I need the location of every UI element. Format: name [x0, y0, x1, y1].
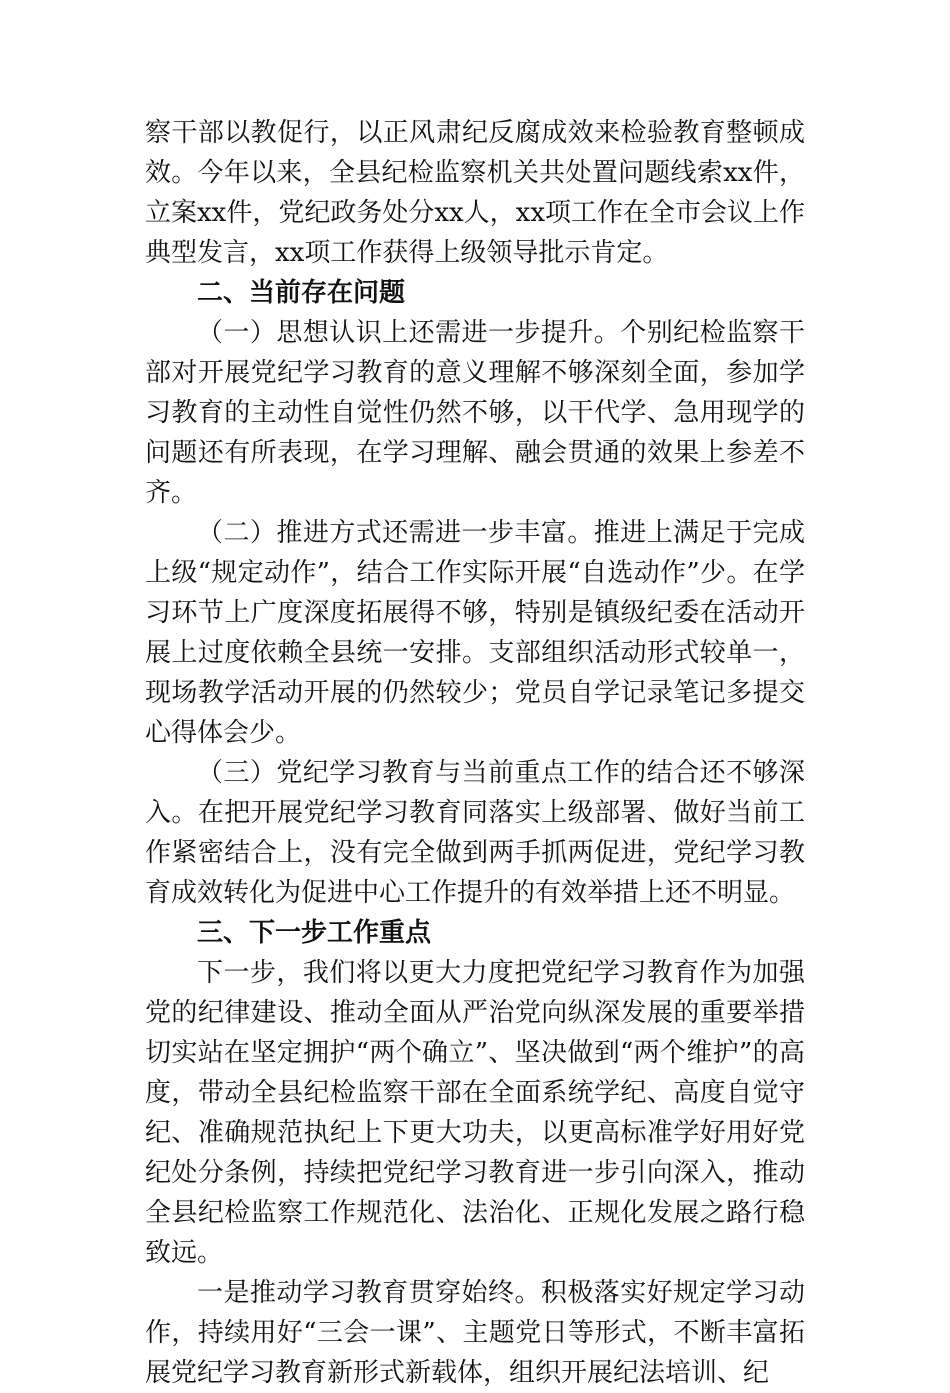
- paragraph-problem-2: （二）推进方式还需进一步丰富。推进上满足于完成上级“规定动作”，结合工作实际开展“自选动作”少。在学习环节上广度深度拓展得不够，特别是镇级纪委在活动开展上过度依赖全县统一安排。支部组织活动形式较单一，现场教学活动开展的仍然较少；党员自学记录笔记多提交心得体会少。: [145, 518, 805, 748]
- document-body: [145, 113, 805, 1393]
- section-heading-current-problems: 二、当前存在问题: [197, 278, 406, 308]
- paragraph-problem-1: （一）思想认识上还需进一步提升。个别纪检监察干部对开展党纪学习教育的意义理解不够深刻全面，参加学习教育的主动性自觉性仍然不够，以干代学、急用现学的问题还有所表现，在学习理解、融会贯通的效果上参差不齐。: [145, 318, 805, 508]
- paragraph-continuation: 察干部以教促行，以正风肃纪反腐成效来检验教育整顿成效。今年以来，全县纪检监察机关共处置问题线索xx件，立案xx件，党纪政务处分xx人，xx项工作在全市会议上作典型发言，xx项工作获得上级领导批示肯定。: [145, 118, 805, 268]
- paragraph-next-step-intro: 下一步，我们将以更大力度把党纪学习教育作为加强党的纪律建设、推动全面从严治党向纵深发展的重要举措切实站在坚定拥护“两个确立”、坚决做到“两个维护”的高度，带动全县纪检监察干部在全面系统学纪、高度自觉守纪、准确规范执纪上下更大功夫，以更高标准学好用好党纪处分条例，持续把党纪学习教育进一步引向深入，推动全县纪检监察工作规范化、法治化、正规化发展之路行稳致远。: [145, 958, 805, 1268]
- paragraph-next-step-1: 一是推动学习教育贯穿始终。积极落实好规定学习动作，持续用好“三会一课”、主题党日等形式，不断丰富拓展党纪学习教育新形式新载体，组织开展纪法培训、纪: [145, 1278, 805, 1388]
- section-heading-next-steps: 三、下一步工作重点: [197, 918, 432, 948]
- paragraph-problem-3: （三）党纪学习教育与当前重点工作的结合还不够深入。在把开展党纪学习教育同落实上级部署、做好当前工作紧密结合上，没有完全做到两手抓两促进，党纪学习教育成效转化为促进中心工作提升的有效举措上还不明显。: [145, 758, 805, 908]
